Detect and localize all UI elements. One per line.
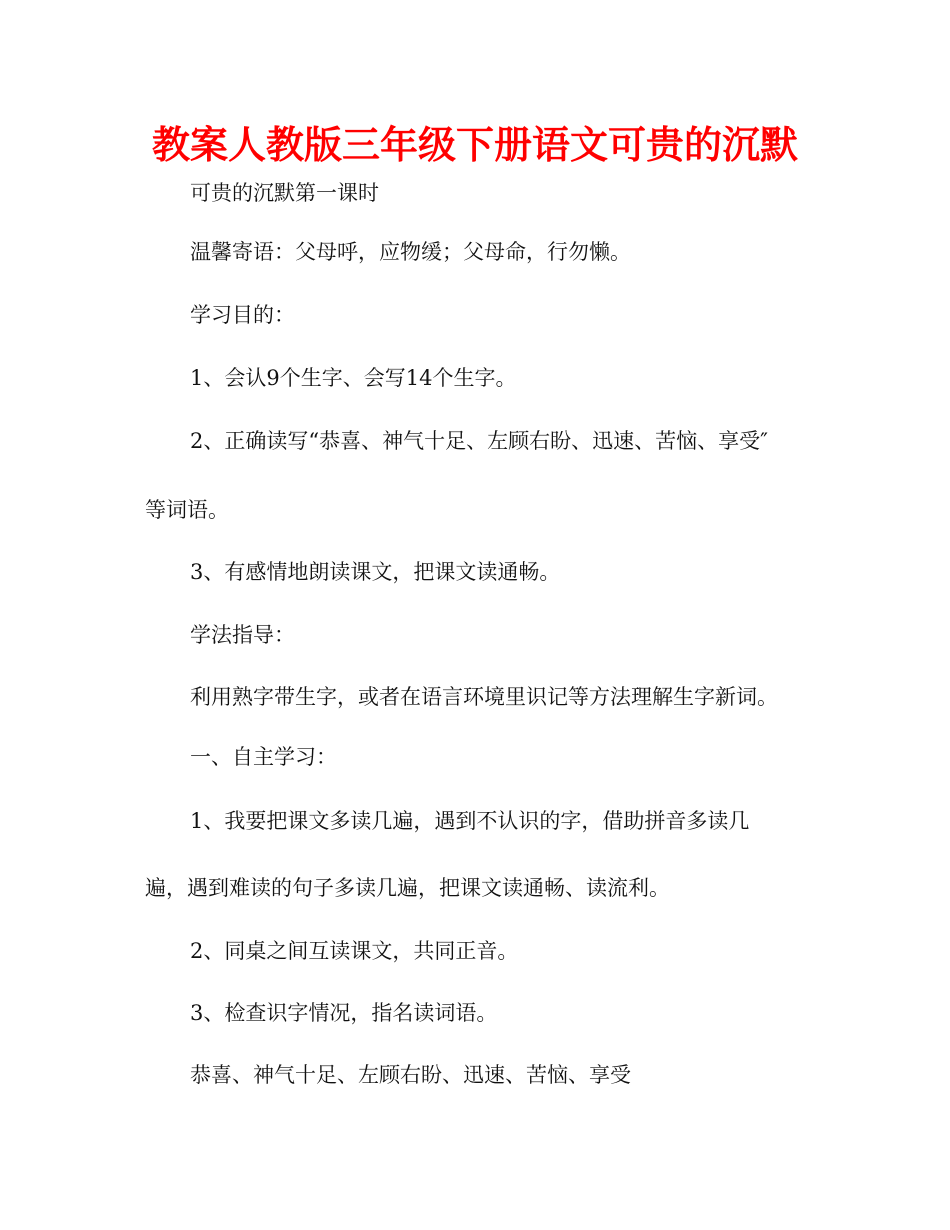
document-title: 教案人教版三年级下册语文可贵的沉默 <box>151 123 798 167</box>
lesson-heading: 可贵的沉默第一课时 <box>190 181 379 205</box>
method-heading: 学法指导： <box>190 623 295 647</box>
greeting-line: 温馨寄语：父母呼，应物缓；父母命，行勿懒。 <box>190 240 631 264</box>
objective-item-1: 1、会认9个生字、会写14个生字。 <box>190 366 517 390</box>
objective-item-2-continued: 等词语。 <box>145 498 229 522</box>
vocabulary-list: 恭喜、神气十足、左顾右盼、迅速、苦恼、享受 <box>190 1063 631 1087</box>
self-study-item-2: 2、同桌之间互读课文，共同正音。 <box>190 939 519 963</box>
method-text: 利用熟字带生字，或者在语言环境里识记等方法理解生字新词。 <box>190 685 778 709</box>
self-study-heading: 一、自主学习： <box>190 745 337 769</box>
objective-item-2: 2、正确读写“恭喜、神气十足、左顾右盼、迅速、苦恼、享受″ <box>190 429 768 453</box>
self-study-item-1: 1、我要把课文多读几遍，遇到不认识的字，借助拼音多读几 <box>190 809 750 833</box>
objective-item-3: 3、有感情地朗读课文，把课文读通畅。 <box>190 560 561 584</box>
self-study-item-3: 3、检查识字情况，指名读词语。 <box>190 1001 498 1025</box>
self-study-item-1-continued: 遍，遇到难读的句子多读几遍，把课文读通畅、读流利。 <box>145 876 670 900</box>
objectives-heading: 学习目的： <box>190 303 295 327</box>
